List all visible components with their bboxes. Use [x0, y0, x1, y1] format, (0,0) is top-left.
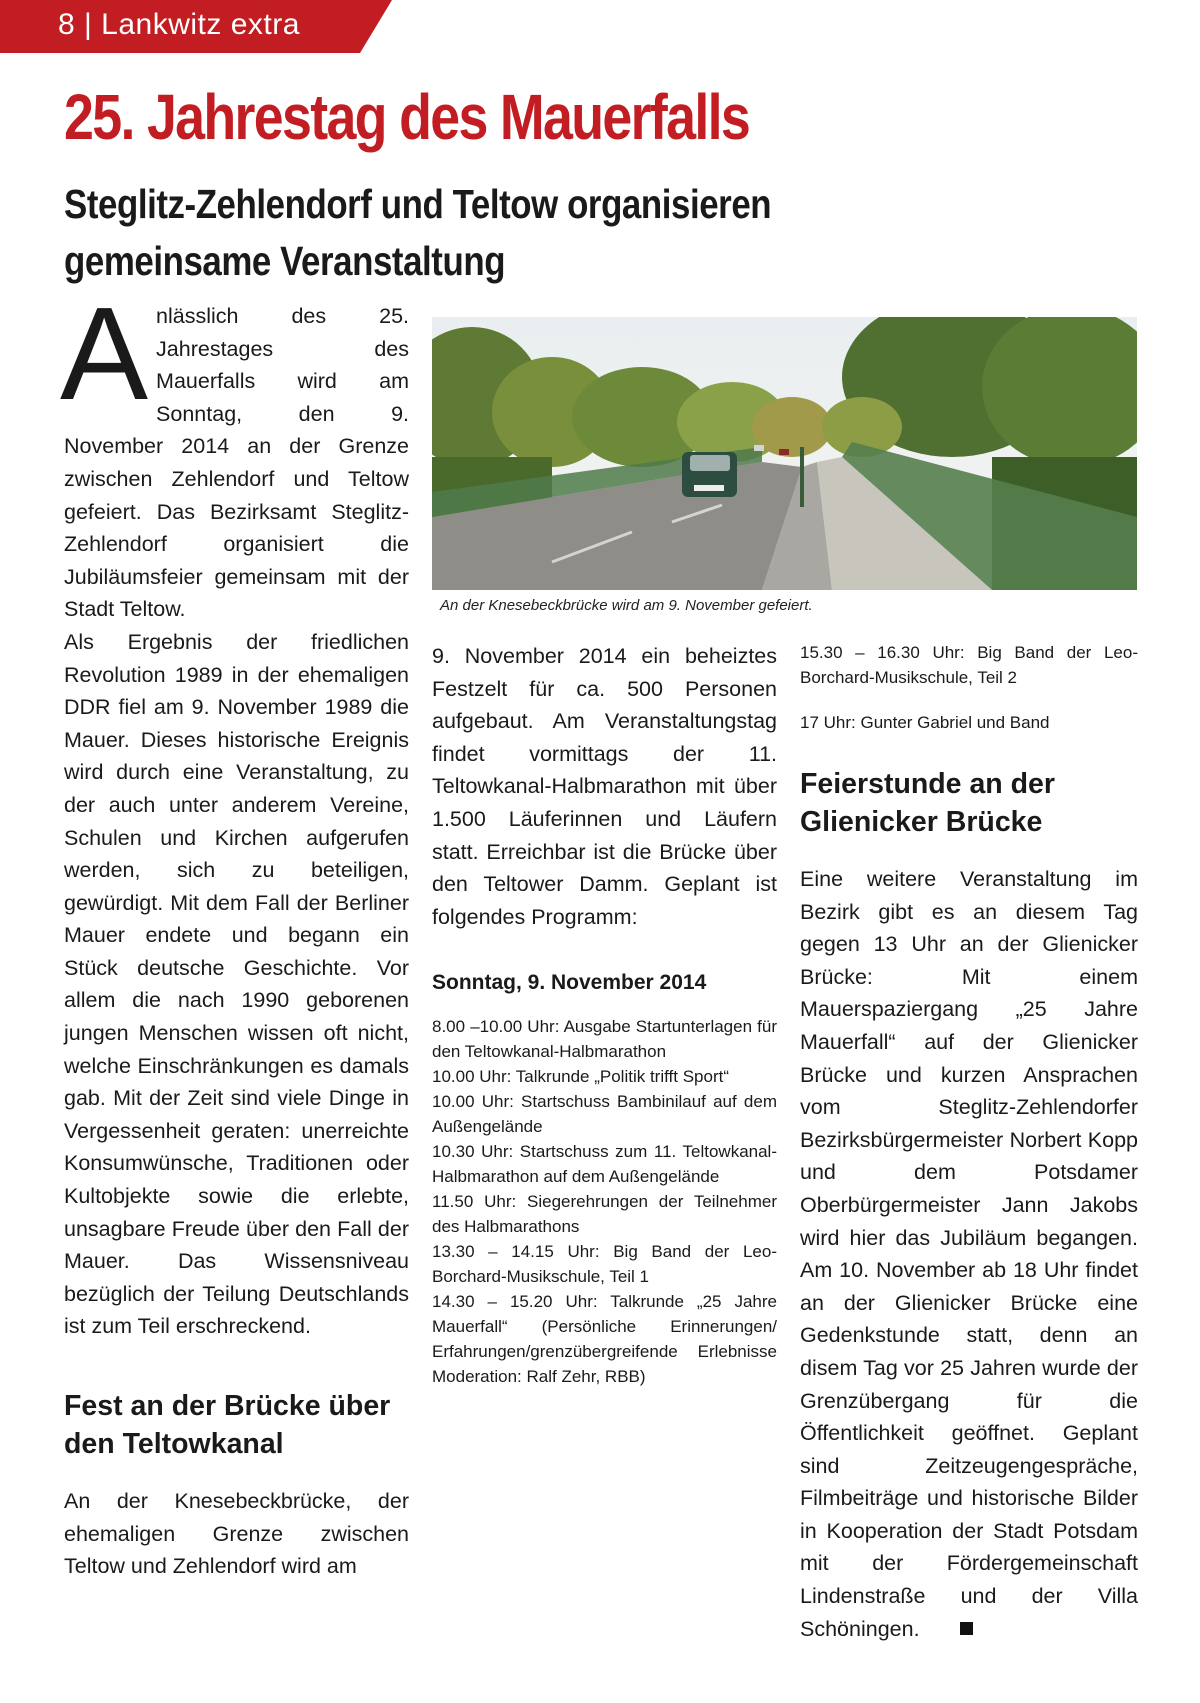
program-item: 17 Uhr: Gunter Gabriel und Band: [800, 713, 1050, 732]
bridge-illustration: [432, 317, 1137, 590]
bridge-photo: [432, 317, 1137, 590]
drop-cap: A: [60, 280, 149, 427]
photo-caption: An der Knesebeckbrücke wird am 9. November gefeiert.: [440, 597, 813, 614]
end-mark-icon: [960, 1622, 973, 1635]
section-fest-text-cont: 9. November 2014 ein beheiztes Festzelt für ca. 500 Personen aufgebaut. Am Veranstaltungstag findet vormittags der 11. Teltowkanal-Halbmarathon mit über 1.500 Läuferinnen und Läufern statt. Erreichbar ist die Brücke über den Teltower Damm. Geplant ist folgendes Programm:: [432, 644, 777, 929]
program-item: 10.00 Uhr: Talkrunde „Politik trifft Sport“: [432, 1066, 730, 1086]
program-item: 8.00 –10.00 Uhr: Ausgabe Startunterlagen für den Teltowkanal-Halbmarathon: [432, 1016, 777, 1061]
intro-text: nlässlich des 25. Jahrestages des Mauerfalls wird am Sonntag, den 9. November 2014 an der Grenze zwischen Zehlendorf und Teltow gefeiert. Das Bezirksamt Steglitz-Zehlendorf organisiert die Jubiläumsfeier gemeinsam mit der Stadt Teltow.: [64, 304, 409, 622]
page-label: 8 | Lankwitz extra: [58, 8, 300, 41]
program-item: 15.30 – 16.30 Uhr: Big Band der Leo-Borchard-Musikschule, Teil 2: [800, 643, 1138, 687]
section-feierstunde-text: [800, 863, 1138, 1645]
section-heading-fest: Fest an der Brücke über den Teltowkanal: [64, 1390, 391, 1460]
column-3: [800, 640, 1138, 1645]
section-heading-feierstunde: Feierstunde an der Glienicker Brücke: [800, 768, 1055, 838]
intro-paragraph: [60, 280, 409, 626]
program-item: 14.30 – 15.20 Uhr: Talkrunde „25 Jahre Mauerfall“ (Persönliche Erinnerungen/ Erfahrungen/grenzübergreifende Erlebnisse Moderation: Ralf Zehr, RBB): [432, 1291, 777, 1386]
column-1: [60, 280, 409, 1583]
program-heading: Sonntag, 9. November 2014: [432, 971, 707, 995]
body-paragraph: Als Ergebnis der friedlichen Revolution 1989 in der ehemaligen DDR fiel am 9. November 1989 die Mauer. Dieses historische Ereignis wird durch eine Veranstaltung, zu der auch unter anderem Vereine, Schulen und Kirchen aufgerufen werden, sich zu beteiligen, gewürdigt. Mit dem Fall der Berliner Mauer endete und begann ein Stück deutsche Geschichte. Vor allem die nach 1990 geborenen jungen Menschen wissen oft nicht, welche Einschränkungen es damals gab. Mit der Zeit sind viele Dinge in Vergessenheit geraten: unerreichte Konsumwünsche, Traditionen oder Kultobjekte sowie die erlebte, unsagbare Freude über den Fall der Mauer. Das Wissensniveau bezüglich der Teilung Deutschlands ist zum Teil erschreckend.: [64, 629, 409, 1339]
page-title: 25. Jahrestag des Mauerfalls: [64, 81, 750, 153]
program-item: 11.50 Uhr: Siegerehrungen der Teilnehmer des Halbmarathons: [432, 1191, 777, 1236]
program-item: 10.30 Uhr: Startschuss zum 11. Teltowkanal-Halbmarathon auf dem Außengelände: [432, 1141, 777, 1186]
program-item: 10.00 Uhr: Startschuss Bambinilauf auf dem Außengelände: [432, 1091, 777, 1136]
section-fest-text-start: An der Knesebeckbrücke, der ehemaligen Grenze zwischen Teltow und Zehlendorf wird am: [64, 1489, 409, 1579]
page-subtitle: Steglitz-Zehlendorf und Teltow organisieren gemeinsame Veranstaltung: [64, 181, 772, 284]
page-header: [0, 0, 392, 53]
column-2: [432, 640, 777, 1389]
section-feierstunde-body: Eine weitere Veranstaltung im Bezirk gibt es an diesem Tag gegen 13 Uhr an der Glienicker Brücke: Mit einem Mauerspaziergang „25 Jahre Mauerfall“ auf der Glienicker Brücke und kurzen Ansprachen vom Steglitz-Zehlendorfer Bezirksbürgermeister Norbert Kopp und dem Potsdamer Oberbürgermeister Jann Jakobs wird hier das Jubiläum begangen. Am 10. November ab 18 Uhr findet an der Glienicker Brücke eine Gedenkstunde statt, denn an disem Tag vor 25 Jahren wurde der Grenzübergang für die Öffentlichkeit geöffnet. Geplant sind Zeitzeugengespräche, Filmbeiträge und historische Bilder in Kooperation der Stadt Potsdam mit der Fördergemeinschaft Lindenstraße und der Villa Schöningen.: [800, 867, 1138, 1641]
program-item: 13.30 – 14.15 Uhr: Big Band der Leo-Borchard-Musikschule, Teil 1: [432, 1241, 777, 1286]
